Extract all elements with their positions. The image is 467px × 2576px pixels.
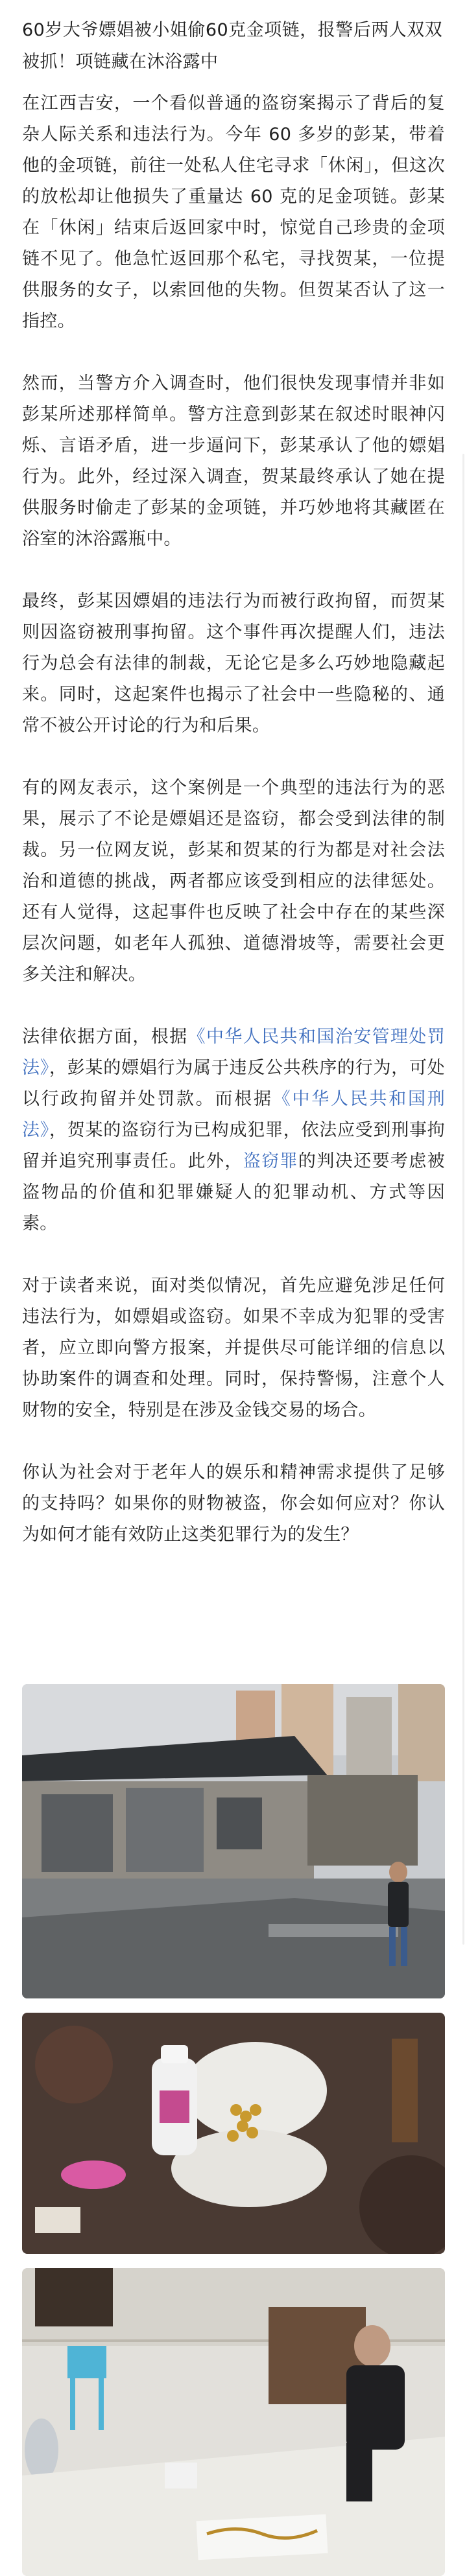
paragraph-5-text-2: ，彭某的嫖娼行为属于违反公共秩序的行为，可处以行政拘留并处罚款。而根据 <box>22 1058 445 1109</box>
paragraph-5-text-3: ，贺某的盗窃行为已构成犯罪，依法应受到刑事拘留并追究刑事责任。此外， <box>22 1120 445 1171</box>
paragraph-7: 你认为社会对于老年人的娱乐和精神需求提供了足够的支持吗？如果你的财物被盗，你会如何应对？你认为如何才能有效防止这类犯罪行为的发生？ <box>22 1462 445 1545</box>
paragraph-6: 对于读者来说，面对类似情况，首先应避免涉足任何违法行为，如嫖娼或盗窃。如果不幸成为犯罪的受害者，应立即向警方报案，并提供尽可能详细的信息以协助案件的调查和处理。同时，保持警惕，注意个人财物的安全，特别是在涉及金钱交易的场合。 <box>22 1276 445 1420</box>
paragraph-5-text-4: 的判决还要考虑被盗物品的价值和犯罪嫌疑人的犯罪动机、方式等因素。 <box>22 1151 445 1234</box>
paragraph-5 <box>22 1022 445 1239</box>
paragraph-5-text-1: 法律依据方面，根据 <box>22 1027 188 1047</box>
paragraph-2: 然而，当警方介入调查时，他们很快发现事情并非如彭某所述那样简单。警方注意到彭某在叙述时眼神闪烁、言语矛盾，进一步逼问下，彭某承认了他的嫖娼行为。此外，经过深入调查，贺某最终承认了她在提供服务时偷走了彭某的金项链，并巧妙地将其藏匿在浴室的沐浴露瓶中。 <box>22 373 445 549</box>
paragraph-4: 有的网友表示，这个案例是一个典型的违法行为的恶果，展示了不论是嫖娼还是盗窃，都会受到法律的制裁。另一位网友说，彭某和贺某的行为都是对社会法治和道德的挑战，两者都应该受到相应的法律惩处。还有人觉得，这起事件也反映了社会中存在的某些深层次问题，如老年人孤独、道德滑坡等，需要社会更多关注和解决。 <box>22 778 445 985</box>
article-headline: 60岁大爷嫖娼被小姐偷60克金项链，报警后两人双双被抓！项链藏在沐浴露中 <box>22 20 443 72</box>
law-link-theft-crime[interactable]: 盗窃罪 <box>243 1151 298 1171</box>
police-office-photo[interactable] <box>22 2268 445 2576</box>
paragraph-1: 在江西吉安，一个看似普通的盗窃案揭示了背后的复杂人际关系和违法行为。今年 60 多岁的彭某，带着他的金项链，前往一处私人住宅寻求「休闲」，但这次的放松却让他损失了重量达 60 克的足金项链。彭某在「休闲」结束后返回家中时，惊觉自己珍贵的金项链不见了。他急忙返回那个私宅，寻找贺某，一位提供服务的女子，以索回他的失物。但贺某否认了这一指控。 <box>22 93 445 331</box>
street-house-photo[interactable] <box>22 1684 445 1998</box>
article-body <box>22 14 445 1551</box>
law-link-criminal-law[interactable]: 《中华人民共和国刑法》 <box>22 1089 445 1140</box>
gold-necklace-evidence-photo[interactable] <box>22 2013 445 2254</box>
paragraph-3: 最终，彭某因嫖娼的违法行为而被行政拘留，而贺某则因盗窃被刑事拘留。这个事件再次提醒人们，违法行为总会有法律的制裁，无论它是多么巧妙地隐藏起来。同时，这起案件也揭示了社会中一些隐秘的、通常不被公开讨论的行为和后果。 <box>22 591 445 736</box>
scrollbar-track[interactable] <box>462 454 464 1945</box>
law-link-public-security[interactable]: 《中华人民共和国治安管理处罚法》 <box>22 1027 445 1078</box>
